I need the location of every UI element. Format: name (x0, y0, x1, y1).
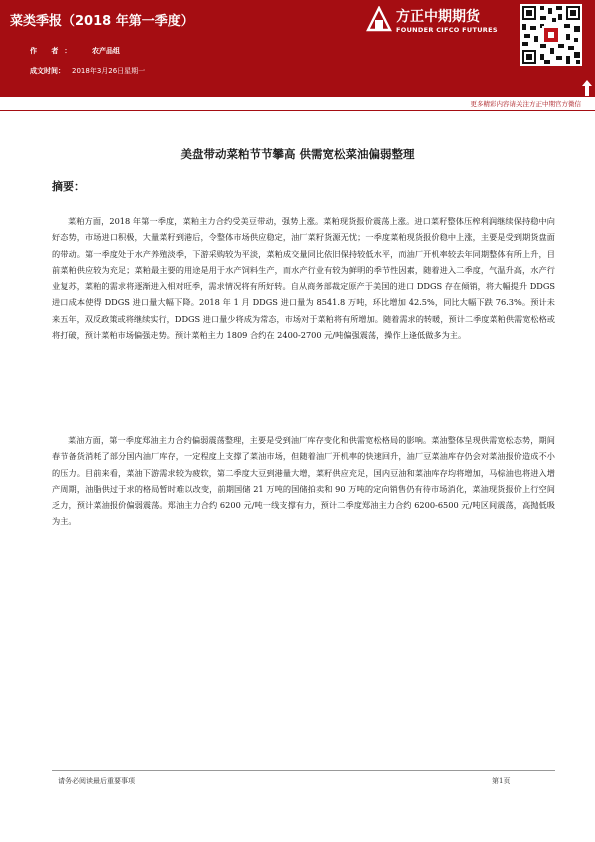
wechat-follow-link[interactable]: 更多精彩内容请关注方正中期官方微信 (470, 100, 581, 108)
author: 农产品组 (92, 47, 120, 55)
footer-notice: 请务必阅读最后重要事项 (58, 777, 135, 785)
logo-english-name: FOUNDER CIFCO FUTURES (396, 26, 498, 34)
logo-chinese-name: 方正中期期货 (396, 9, 480, 25)
report-date: 2018年3月26日星期一 (72, 67, 146, 75)
date-label: 成文时间： (30, 67, 65, 75)
qr-code-icon[interactable] (520, 4, 582, 66)
header-subbar (0, 97, 595, 111)
abstract-label: 摘要： (52, 180, 85, 193)
arrow-up-icon (582, 80, 592, 96)
author-label: 作 者： (30, 47, 78, 55)
logo-mark-icon (366, 6, 392, 32)
report-title: 菜类季报（2018 年第一季度） (10, 14, 194, 29)
rapeseed-meal-paragraph: 菜粕方面，2018 年第一季度，菜粕主力合约受美豆带动，强势上涨。菜粕现货报价震荡上涨。进口菜籽整体压榨利润继续保持稳中向好态势，市场进口积极，大量菜籽到港后，令整体市场供应稳定，油厂菜籽货源无忧；一季度菜粕现货报价稳中上涨，主要是受到期货盘面的带动。第一季度处于水产养殖淡季，下游采购较为平淡，菜粕成交量同比依旧保持较低水平，而油厂开机率较去年同期整体有所上升，目前菜粕供应较为充足；菜粕最主要的用途是用于水产饲料生产，而水产行业有较为鲜明的季节性因素，随着进入二季度，气温升高，水产行业复苏，菜粕的需求将逐渐进入相对旺季，需求情况将有所好转。自从商务部裁定原产于美国的进口 DDGS 存在倾销，将大幅提升 DDGS 进口成本使得 DDGS 进口量大幅下降。2018 年 1 月 DDGS 进口量为 8541.8 万吨，环比增加 42.5%，同比大幅下跌 76.3%。预计未来五年，双反政策或将继续实行，DDGS 进口量少将成为常态，市场对于菜粕将有所增加。随着需求的转暖，预计二季度菜粕供需宽松格或将打破，预计菜粕市场偏强走势。预计菜粕主力 1809 合约在 2400-2700 元/吨偏强震荡，操作上逢低做多为主。 (52, 216, 555, 341)
rapeseed-oil-paragraph: 菜油方面，第一季度郑油主力合约偏弱震荡整理，主要是受到油厂库存变化和供需宽松格局的影响。菜油整体呈现供需宽松态势，期间春节备货消耗了部分国内油厂库存，一定程度上支撑了菜油市场，但随着油厂开机率的快速回升，油厂豆菜油库存仍会对菜油报价造成不小的压力。目前来看，菜油下游需求较为疲软，第二季度大豆到港量大增，菜籽供应充足，国内豆油和菜油库存均将增加，马棕油也将进入增产周期，油脂供过于求的格局暂时难以改变，前期国储 21 万吨的国储拍卖和 90 万吨的定向销售仍有待市场消化，菜油现货报价上行空间乏力，预计菜油报价偏弱震荡。郑油主力合约 6200 元/吨一线支撑有力，预计二季度郑油主力合约 6200-6500 元/吨区间震荡，高抛低吸为主。 (52, 435, 555, 527)
company-logo (366, 4, 514, 48)
report-header (0, 0, 595, 97)
footer-divider (52, 770, 555, 771)
page-number: 第1页 (492, 777, 511, 785)
report-headline: 美盘带动菜粕节节攀高 供需宽松菜油偏弱整理 (180, 147, 415, 161)
